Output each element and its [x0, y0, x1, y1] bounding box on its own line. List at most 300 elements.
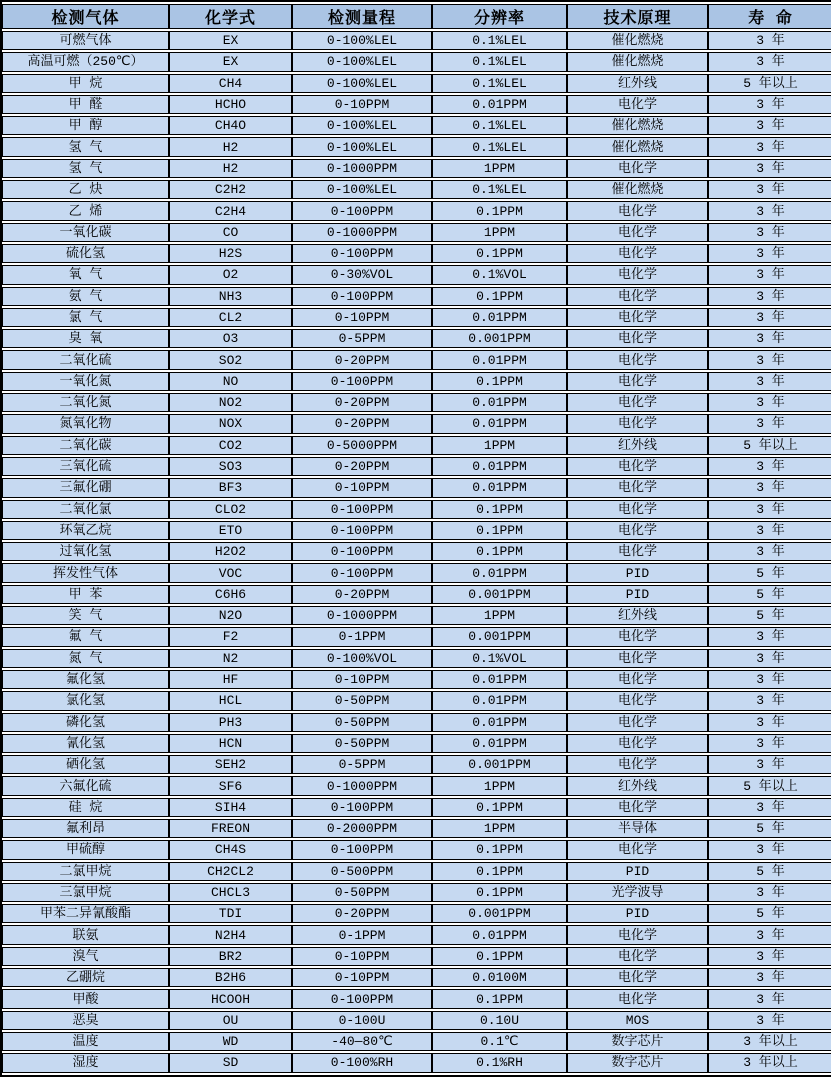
cell-range: 0-5000PPM — [292, 436, 432, 455]
cell-principle: 电化学 — [567, 691, 708, 710]
cell-principle: 红外线 — [567, 776, 708, 795]
cell-lifespan: 3 年 — [708, 201, 831, 220]
cell-resolution: 0.1PPM — [432, 542, 567, 561]
table-row — [2, 713, 831, 732]
cell-principle: 电化学 — [567, 989, 708, 1008]
cell-formula: VOC — [169, 563, 292, 582]
cell-gas: 乙 烯 — [2, 201, 169, 220]
cell-range: 0-5PPM — [292, 755, 432, 774]
cell-gas: 甲苯二异氰酸酯 — [2, 904, 169, 923]
cell-formula: N2O — [169, 606, 292, 625]
table-row — [2, 798, 831, 817]
table-row — [2, 627, 831, 646]
cell-gas: 可燃气体 — [2, 31, 169, 50]
cell-gas: 过氧化氢 — [2, 542, 169, 561]
cell-gas: 六氟化硫 — [2, 776, 169, 795]
cell-gas: 三氧化硫 — [2, 457, 169, 476]
table-row — [2, 776, 831, 795]
table-row — [2, 755, 831, 774]
cell-principle: 电化学 — [567, 670, 708, 689]
cell-resolution: 1PPM — [432, 606, 567, 625]
table-row — [2, 500, 831, 519]
table-row — [2, 1011, 831, 1030]
cell-resolution: 0.10U — [432, 1011, 567, 1030]
cell-range: 0-30%VOL — [292, 265, 432, 284]
cell-lifespan: 3 年 — [708, 500, 831, 519]
table-row — [2, 1053, 831, 1072]
cell-resolution: 1PPM — [432, 819, 567, 838]
cell-principle: 电化学 — [567, 840, 708, 859]
cell-principle: 电化学 — [567, 649, 708, 668]
cell-resolution: 0.01PPM — [432, 713, 567, 732]
table-row — [2, 734, 831, 753]
table-row — [2, 521, 831, 540]
cell-range: 0-5PPM — [292, 329, 432, 348]
cell-gas: 一氧化氮 — [2, 372, 169, 391]
cell-resolution: 1PPM — [432, 776, 567, 795]
cell-lifespan: 5 年 — [708, 585, 831, 604]
cell-range: 0-100U — [292, 1011, 432, 1030]
cell-principle: 电化学 — [567, 457, 708, 476]
cell-formula: HCHO — [169, 95, 292, 114]
cell-resolution: 0.1PPM — [432, 287, 567, 306]
cell-resolution: 0.1%VOL — [432, 649, 567, 668]
cell-range: 0-10PPM — [292, 95, 432, 114]
table-header — [2, 4, 831, 29]
cell-gas: 甲酸 — [2, 989, 169, 1008]
cell-principle: 电化学 — [567, 350, 708, 369]
cell-gas: 氟 气 — [2, 627, 169, 646]
cell-lifespan: 3 年 — [708, 713, 831, 732]
table-row — [2, 1032, 831, 1051]
cell-principle: 电化学 — [567, 223, 708, 242]
cell-resolution: 0.001PPM — [432, 904, 567, 923]
cell-lifespan: 3 年 — [708, 393, 831, 412]
cell-principle: 电化学 — [567, 308, 708, 327]
cell-lifespan: 3 年 — [708, 1011, 831, 1030]
table-row — [2, 649, 831, 668]
cell-gas: 氯 气 — [2, 308, 169, 327]
cell-lifespan: 3 年 — [708, 542, 831, 561]
cell-range: 0-50PPM — [292, 713, 432, 732]
cell-principle: 电化学 — [567, 244, 708, 263]
table-row — [2, 670, 831, 689]
cell-principle: 数字芯片 — [567, 1032, 708, 1051]
cell-lifespan: 3 年 — [708, 457, 831, 476]
cell-resolution: 0.1%VOL — [432, 265, 567, 284]
cell-formula: NOX — [169, 414, 292, 433]
cell-principle: 电化学 — [567, 201, 708, 220]
cell-principle: 催化燃烧 — [567, 137, 708, 156]
cell-range: 0-100PPM — [292, 287, 432, 306]
table-row — [2, 606, 831, 625]
cell-principle: 电化学 — [567, 542, 708, 561]
table-row — [2, 542, 831, 561]
cell-range: 0-100%LEL — [292, 180, 432, 199]
table-row — [2, 308, 831, 327]
cell-principle: 电化学 — [567, 414, 708, 433]
cell-resolution: 0.01PPM — [432, 457, 567, 476]
cell-range: 0-20PPM — [292, 904, 432, 923]
cell-resolution: 0.1%LEL — [432, 31, 567, 50]
cell-lifespan: 3 年 — [708, 137, 831, 156]
cell-resolution: 0.1%LEL — [432, 116, 567, 135]
table-row — [2, 585, 831, 604]
cell-gas: 氯化氢 — [2, 691, 169, 710]
cell-lifespan: 3 年 — [708, 734, 831, 753]
table-row — [2, 393, 831, 412]
cell-formula: C6H6 — [169, 585, 292, 604]
table-row — [2, 52, 831, 71]
cell-formula: CL2 — [169, 308, 292, 327]
cell-gas: 氰化氢 — [2, 734, 169, 753]
cell-gas: 氢 气 — [2, 137, 169, 156]
cell-formula: H2S — [169, 244, 292, 263]
column-header-formula: 化学式 — [169, 4, 292, 29]
cell-principle: PID — [567, 585, 708, 604]
cell-lifespan: 5 年 — [708, 563, 831, 582]
cell-principle: 红外线 — [567, 436, 708, 455]
cell-formula: WD — [169, 1032, 292, 1051]
cell-lifespan: 3 年 — [708, 670, 831, 689]
cell-gas: 氧 气 — [2, 265, 169, 284]
cell-formula: EX — [169, 31, 292, 50]
cell-lifespan: 3 年 — [708, 947, 831, 966]
cell-gas: 硫化氢 — [2, 244, 169, 263]
cell-formula: SD — [169, 1053, 292, 1072]
cell-lifespan: 3 年 — [708, 691, 831, 710]
cell-gas: 联氨 — [2, 925, 169, 944]
cell-lifespan: 3 年 — [708, 52, 831, 71]
cell-range: 0-20PPM — [292, 457, 432, 476]
cell-resolution: 1PPM — [432, 436, 567, 455]
cell-lifespan: 3 年以上 — [708, 1053, 831, 1072]
cell-resolution: 0.001PPM — [432, 627, 567, 646]
cell-principle: 红外线 — [567, 606, 708, 625]
cell-range: 0-20PPM — [292, 414, 432, 433]
table-row — [2, 201, 831, 220]
cell-resolution: 0.001PPM — [432, 755, 567, 774]
cell-gas: 氮氧化物 — [2, 414, 169, 433]
cell-gas: 硒化氢 — [2, 755, 169, 774]
cell-formula: CO — [169, 223, 292, 242]
cell-resolution: 0.1%LEL — [432, 137, 567, 156]
cell-formula: H2 — [169, 159, 292, 178]
cell-resolution: 0.001PPM — [432, 585, 567, 604]
cell-lifespan: 3 年 — [708, 350, 831, 369]
cell-range: 0-1000PPM — [292, 606, 432, 625]
cell-lifespan: 3 年 — [708, 180, 831, 199]
cell-lifespan: 5 年以上 — [708, 776, 831, 795]
cell-gas: 三氟化硼 — [2, 478, 169, 497]
cell-principle: 电化学 — [567, 287, 708, 306]
table-row — [2, 563, 831, 582]
cell-gas: 高温可燃（250℃） — [2, 52, 169, 71]
cell-range: 0-100PPM — [292, 500, 432, 519]
cell-formula: HF — [169, 670, 292, 689]
cell-formula: F2 — [169, 627, 292, 646]
cell-range: 0-50PPM — [292, 691, 432, 710]
cell-resolution: 0.1PPM — [432, 947, 567, 966]
cell-formula: SEH2 — [169, 755, 292, 774]
cell-range: 0-100%LEL — [292, 52, 432, 71]
cell-lifespan: 3 年以上 — [708, 1032, 831, 1051]
cell-lifespan: 3 年 — [708, 31, 831, 50]
cell-range: 0-10PPM — [292, 968, 432, 987]
table-row — [2, 95, 831, 114]
cell-resolution: 0.1%LEL — [432, 52, 567, 71]
cell-lifespan: 3 年 — [708, 372, 831, 391]
cell-resolution: 0.1PPM — [432, 500, 567, 519]
cell-gas: 二氯甲烷 — [2, 862, 169, 881]
cell-formula: NO2 — [169, 393, 292, 412]
cell-principle: 催化燃烧 — [567, 180, 708, 199]
cell-resolution: 0.01PPM — [432, 670, 567, 689]
table-row — [2, 925, 831, 944]
cell-gas: 二氧化氯 — [2, 500, 169, 519]
cell-gas: 臭 氧 — [2, 329, 169, 348]
table-row — [2, 350, 831, 369]
cell-principle: 催化燃烧 — [567, 52, 708, 71]
cell-gas: 溴气 — [2, 947, 169, 966]
cell-formula: NH3 — [169, 287, 292, 306]
cell-range: 0-10PPM — [292, 947, 432, 966]
cell-resolution: 0.01PPM — [432, 563, 567, 582]
cell-principle: MOS — [567, 1011, 708, 1030]
table-row — [2, 74, 831, 93]
cell-gas: 笑 气 — [2, 606, 169, 625]
cell-principle: 电化学 — [567, 925, 708, 944]
table-row — [2, 840, 831, 859]
cell-resolution: 0.001PPM — [432, 329, 567, 348]
table-row — [2, 691, 831, 710]
table-row — [2, 414, 831, 433]
cell-formula: PH3 — [169, 713, 292, 732]
cell-principle: 电化学 — [567, 372, 708, 391]
cell-resolution: 0.1PPM — [432, 840, 567, 859]
cell-formula: SO3 — [169, 457, 292, 476]
cell-range: 0-100PPM — [292, 798, 432, 817]
cell-resolution: 0.1PPM — [432, 883, 567, 902]
cell-lifespan: 3 年 — [708, 755, 831, 774]
cell-gas: 环氧乙烷 — [2, 521, 169, 540]
cell-formula: HCL — [169, 691, 292, 710]
cell-lifespan: 5 年 — [708, 904, 831, 923]
cell-formula: H2 — [169, 137, 292, 156]
cell-formula: HCN — [169, 734, 292, 753]
cell-range: 0-20PPM — [292, 393, 432, 412]
cell-range: 0-100%VOL — [292, 649, 432, 668]
cell-range: 0-10PPM — [292, 670, 432, 689]
table-row — [2, 31, 831, 50]
cell-principle: 光学波导 — [567, 883, 708, 902]
cell-formula: NO — [169, 372, 292, 391]
cell-gas: 二氧化硫 — [2, 350, 169, 369]
cell-lifespan: 3 年 — [708, 627, 831, 646]
cell-range: 0-2000PPM — [292, 819, 432, 838]
cell-principle: 电化学 — [567, 393, 708, 412]
table-row — [2, 372, 831, 391]
header-row — [2, 4, 831, 29]
cell-formula: C2H4 — [169, 201, 292, 220]
cell-lifespan: 3 年 — [708, 116, 831, 135]
cell-gas: 二氧化碳 — [2, 436, 169, 455]
table-row — [2, 223, 831, 242]
cell-formula: CH4S — [169, 840, 292, 859]
cell-principle: 电化学 — [567, 265, 708, 284]
table-row — [2, 159, 831, 178]
cell-gas: 甲 醇 — [2, 116, 169, 135]
cell-formula: CLO2 — [169, 500, 292, 519]
cell-resolution: 0.1PPM — [432, 201, 567, 220]
cell-range: 0-1000PPM — [292, 223, 432, 242]
cell-lifespan: 3 年 — [708, 265, 831, 284]
cell-range: 0-1000PPM — [292, 159, 432, 178]
cell-resolution: 0.1PPM — [432, 372, 567, 391]
cell-formula: H2O2 — [169, 542, 292, 561]
table-row — [2, 116, 831, 135]
cell-formula: FREON — [169, 819, 292, 838]
cell-gas: 氢 气 — [2, 159, 169, 178]
cell-range: 0-10PPM — [292, 308, 432, 327]
cell-formula: SO2 — [169, 350, 292, 369]
cell-formula: BF3 — [169, 478, 292, 497]
cell-range: 0-100%LEL — [292, 74, 432, 93]
table-row — [2, 457, 831, 476]
cell-lifespan: 3 年 — [708, 968, 831, 987]
cell-range: 0-100%LEL — [292, 137, 432, 156]
cell-range: 0-100PPM — [292, 840, 432, 859]
column-header-resolution: 分辨率 — [432, 4, 567, 29]
cell-range: 0-1PPM — [292, 925, 432, 944]
cell-range: 0-100%LEL — [292, 31, 432, 50]
cell-formula: B2H6 — [169, 968, 292, 987]
column-header-principle: 技术原理 — [567, 4, 708, 29]
cell-principle: PID — [567, 563, 708, 582]
cell-principle: 电化学 — [567, 734, 708, 753]
cell-formula: N2 — [169, 649, 292, 668]
cell-principle: 半导体 — [567, 819, 708, 838]
cell-range: 0-20PPM — [292, 585, 432, 604]
cell-resolution: 0.1%RH — [432, 1053, 567, 1072]
cell-gas: 乙 炔 — [2, 180, 169, 199]
cell-resolution: 0.1PPM — [432, 244, 567, 263]
cell-gas: 三氯甲烷 — [2, 883, 169, 902]
column-header-gas: 检测气体 — [2, 4, 169, 29]
cell-lifespan: 5 年 — [708, 819, 831, 838]
cell-resolution: 0.01PPM — [432, 308, 567, 327]
cell-resolution: 0.01PPM — [432, 350, 567, 369]
cell-formula: OU — [169, 1011, 292, 1030]
cell-principle: PID — [567, 904, 708, 923]
cell-lifespan: 3 年 — [708, 95, 831, 114]
cell-resolution: 0.1PPM — [432, 862, 567, 881]
cell-gas: 甲硫醇 — [2, 840, 169, 859]
cell-lifespan: 3 年 — [708, 883, 831, 902]
cell-lifespan: 3 年 — [708, 414, 831, 433]
cell-principle: 催化燃烧 — [567, 31, 708, 50]
cell-range: 0-50PPM — [292, 734, 432, 753]
cell-gas: 甲 烷 — [2, 74, 169, 93]
table-body — [2, 31, 831, 1073]
cell-lifespan: 3 年 — [708, 244, 831, 263]
cell-principle: 电化学 — [567, 713, 708, 732]
cell-gas: 甲 苯 — [2, 585, 169, 604]
cell-gas: 乙硼烷 — [2, 968, 169, 987]
cell-resolution: 0.1℃ — [432, 1032, 567, 1051]
table-row — [2, 287, 831, 306]
cell-lifespan: 5 年以上 — [708, 74, 831, 93]
cell-lifespan: 3 年 — [708, 159, 831, 178]
cell-range: -40—80℃ — [292, 1032, 432, 1051]
table-row — [2, 968, 831, 987]
cell-lifespan: 3 年 — [708, 521, 831, 540]
cell-lifespan: 3 年 — [708, 925, 831, 944]
cell-gas: 氨 气 — [2, 287, 169, 306]
cell-principle: 催化燃烧 — [567, 116, 708, 135]
cell-gas: 恶臭 — [2, 1011, 169, 1030]
cell-resolution: 0.1PPM — [432, 989, 567, 1008]
cell-lifespan: 3 年 — [708, 989, 831, 1008]
cell-resolution: 0.1PPM — [432, 798, 567, 817]
cell-formula: ETO — [169, 521, 292, 540]
cell-resolution: 0.01PPM — [432, 734, 567, 753]
table-row — [2, 436, 831, 455]
column-header-lifespan: 寿 命 — [708, 4, 831, 29]
cell-lifespan: 3 年 — [708, 798, 831, 817]
table-row — [2, 265, 831, 284]
cell-range: 0-20PPM — [292, 350, 432, 369]
cell-principle: 数字芯片 — [567, 1053, 708, 1072]
cell-gas: 二氧化氮 — [2, 393, 169, 412]
cell-lifespan: 5 年 — [708, 606, 831, 625]
cell-formula: O3 — [169, 329, 292, 348]
cell-resolution: 0.01PPM — [432, 478, 567, 497]
cell-gas: 氟化氢 — [2, 670, 169, 689]
cell-range: 0-500PPM — [292, 862, 432, 881]
table-row — [2, 137, 831, 156]
cell-formula: CO2 — [169, 436, 292, 455]
cell-range: 0-10PPM — [292, 478, 432, 497]
table-row — [2, 904, 831, 923]
cell-lifespan: 5 年以上 — [708, 436, 831, 455]
table-row — [2, 947, 831, 966]
cell-principle: 红外线 — [567, 74, 708, 93]
cell-principle: PID — [567, 862, 708, 881]
table-row — [2, 989, 831, 1008]
cell-resolution: 0.01PPM — [432, 95, 567, 114]
cell-lifespan: 3 年 — [708, 308, 831, 327]
cell-lifespan: 5 年 — [708, 862, 831, 881]
cell-principle: 电化学 — [567, 500, 708, 519]
cell-gas: 温度 — [2, 1032, 169, 1051]
cell-gas: 挥发性气体 — [2, 563, 169, 582]
cell-resolution: 0.0100M — [432, 968, 567, 987]
cell-principle: 电化学 — [567, 521, 708, 540]
cell-range: 0-100%RH — [292, 1053, 432, 1072]
cell-lifespan: 3 年 — [708, 329, 831, 348]
cell-formula: TDI — [169, 904, 292, 923]
cell-resolution: 0.01PPM — [432, 393, 567, 412]
cell-principle: 电化学 — [567, 947, 708, 966]
cell-range: 0-100PPM — [292, 244, 432, 263]
cell-lifespan: 3 年 — [708, 649, 831, 668]
cell-principle: 电化学 — [567, 968, 708, 987]
cell-formula: EX — [169, 52, 292, 71]
cell-formula: CH2CL2 — [169, 862, 292, 881]
cell-range: 0-100PPM — [292, 542, 432, 561]
cell-resolution: 0.1PPM — [432, 521, 567, 540]
